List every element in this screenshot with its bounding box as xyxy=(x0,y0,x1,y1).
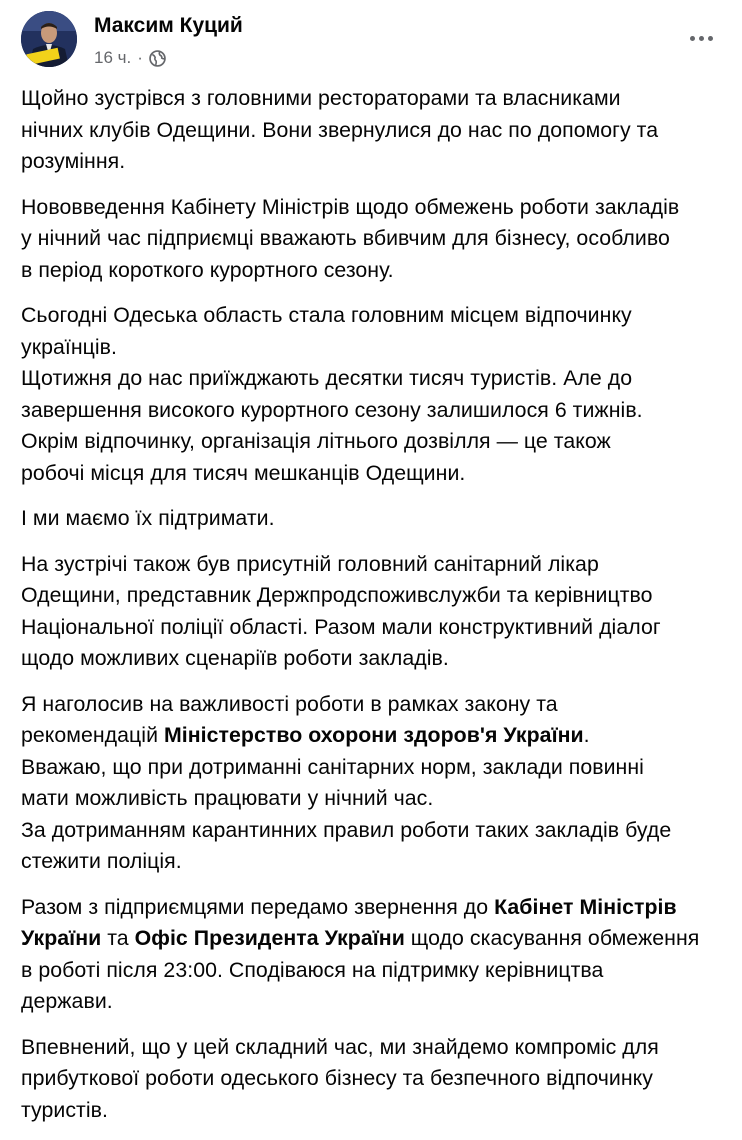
page-mention-link[interactable]: Міністерство охорони здоров'я України xyxy=(164,723,584,747)
post-body xyxy=(21,83,726,1140)
paragraph-text: Я наголосив на важливості роботи в рамках закону та рекомендацій xyxy=(21,691,558,747)
avatar[interactable] xyxy=(21,11,77,67)
paragraph-text: І ми маємо їх підтримати. xyxy=(21,506,275,530)
paragraph-text: Щойно зустрівся з головними рестораторами та власниками нічних клубів Одещини. Вони звернулися до нас по допомогу та розуміння. xyxy=(21,86,659,173)
page-mention-link[interactable]: Офіс Президента України xyxy=(134,926,405,950)
post-paragraph xyxy=(21,192,726,287)
avatar-image xyxy=(21,11,77,67)
post-paragraph xyxy=(21,503,726,535)
paragraph-text: . Вважаю, що при дотриманні санітарних норм, заклади повинні мати можливість працювати у нічний час. За дотриманням карантинних правил роботи таких закладів буде стежити поліція. xyxy=(21,723,672,873)
post-paragraph xyxy=(21,549,726,675)
post-paragraph xyxy=(21,1032,726,1127)
post-paragraph xyxy=(21,689,726,878)
paragraph-text: На зустрічі також був присутній головний санітарний лікар Одещини, представник Держпродспоживслужби та керівництво Національної поліції області. Разом мали конструктивний діалог щодо можливих сценаріїв роботи закладів. xyxy=(21,551,661,670)
post-meta xyxy=(94,47,166,69)
post-paragraph xyxy=(21,300,726,489)
author-name[interactable]: Максим Куций xyxy=(94,14,243,37)
paragraph-text: та xyxy=(101,926,135,950)
paragraph-text: Разом з підприємцями передамо звернення до xyxy=(21,894,495,919)
post-paragraph xyxy=(21,892,726,1018)
post-header xyxy=(21,11,721,71)
paragraph-text: Нововведення Кабінету Міністрів щодо обмежень роботи закладів у нічний час підприємці вважають вбивчим для бізнесу, особливо в період короткого курортного сезону. xyxy=(21,194,680,282)
paragraph-text: Сьогодні Одеська область стала головним місцем відпочинку українців. Щотижня до нас приїжджають десятки тисяч туристів. Але до завершення високого курортного сезону залишилося 6 тижнів. Окрім відпочинку, організація літнього дозвілля — це також робочі місця для тисяч мешканців Одещини. xyxy=(21,303,643,485)
paragraph-text: щодо скасування обмеження в роботі після 23:00. Сподіваюся на підтримку керівництва держави. xyxy=(21,926,700,1013)
globe-icon[interactable] xyxy=(149,50,166,67)
post-paragraph xyxy=(21,83,726,178)
more-horizontal-icon xyxy=(690,36,695,41)
meta-separator: · xyxy=(137,48,143,67)
more-options-button[interactable] xyxy=(681,23,721,53)
page-mention-link[interactable]: Кабінет Міністрів України xyxy=(21,894,677,950)
paragraph-text: Впевнений, що у цей складний час, ми знайдемо компроміс для прибуткової роботи одеського бізнесу та безпечного відпочинку туристів. xyxy=(21,1034,659,1122)
post-timestamp[interactable]: 16 ч. xyxy=(94,48,132,67)
